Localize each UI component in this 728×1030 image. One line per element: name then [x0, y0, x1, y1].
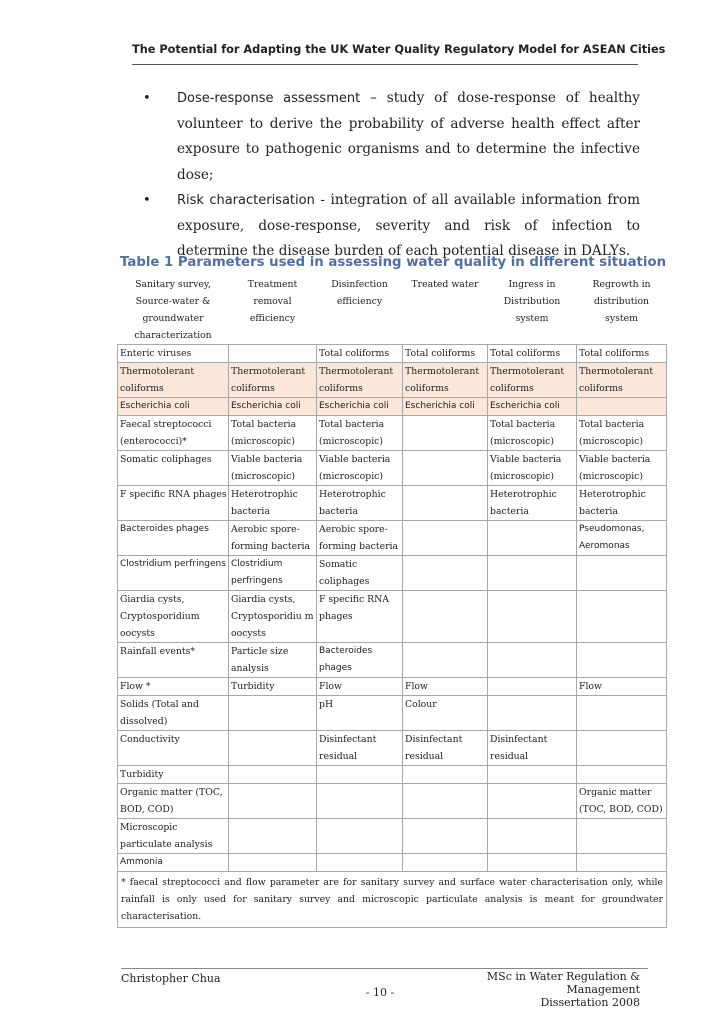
table-cell — [403, 766, 488, 784]
table-row — [118, 416, 667, 451]
table-row — [118, 696, 667, 731]
table-cell: Heterotrophic bacteria — [317, 486, 403, 521]
table-row — [118, 345, 667, 363]
table-row — [118, 556, 667, 591]
table-cell: Total coliforms — [403, 345, 488, 363]
table-cell: Thermotolerant coliforms — [577, 363, 667, 398]
table-cell — [488, 766, 577, 784]
table-cell: Heterotrophic bacteria — [577, 486, 667, 521]
table-cell — [403, 556, 488, 591]
table-row — [118, 486, 667, 521]
table-row — [118, 854, 667, 872]
table-cell: Total bacteria (microscopic) — [229, 416, 317, 451]
table-cell: Microscopic particulate analysis — [118, 819, 229, 854]
table-cell: Total bacteria (microscopic) — [577, 416, 667, 451]
table-cell: Giardia cysts, Cryptosporidium oocysts — [118, 591, 229, 643]
table-cell: Total coliforms — [317, 345, 403, 363]
table-cell — [488, 521, 577, 556]
table-cell: Viable bacteria (microscopic) — [488, 451, 577, 486]
bullet-list — [140, 86, 640, 265]
table-cell: Organic matter (TOC, BOD, COD) — [118, 784, 229, 819]
table-cell: Escherichia coli — [488, 398, 577, 416]
table-cell: Solids (Total and dissolved) — [118, 696, 229, 731]
header-divider — [132, 64, 638, 65]
footer-course — [420, 970, 640, 1009]
table-row — [118, 819, 667, 854]
table-caption: Table 1 Parameters used in assessing water quality in different situation — [120, 255, 667, 270]
table-row — [118, 451, 667, 486]
table-cell: Escherichia coli — [317, 398, 403, 416]
table-cell: Escherichia coli — [118, 398, 229, 416]
table-cell — [488, 784, 577, 819]
table-cell: Flow — [403, 678, 488, 696]
bullet-text: – study of dose-response of healthy volunteer to derive the probability of adverse health effect after exposure to pathogenic organisms and to determine the infective dose; — [177, 90, 640, 183]
table-cell: Particle size analysis — [229, 643, 317, 678]
table-cell: Pseudomonas, Aeromonas — [577, 521, 667, 556]
table-footnote: * faecal streptococci and flow parameter are for sanitary survey and surface water characterisation only, while rainfall is only used for sanitary survey and microscopic particulate analysis is meant for groundwater characterisation. — [118, 872, 667, 928]
table-cell — [577, 643, 667, 678]
table-row — [118, 731, 667, 766]
bullet-icon: • — [143, 91, 151, 106]
column-header: Sanitary survey, Source-water & groundwater characterization — [118, 276, 229, 345]
table-cell — [229, 696, 317, 731]
table-cell — [317, 819, 403, 854]
table-cell: Thermotolerant coliforms — [118, 363, 229, 398]
table-row — [118, 521, 667, 556]
page-number: - 10 - — [365, 986, 395, 999]
table-cell: Aerobic spore-forming bacteria — [317, 521, 403, 556]
table-row — [118, 643, 667, 678]
bullet-item — [140, 188, 640, 265]
table-cell: pH — [317, 696, 403, 731]
table-cell: Ammonia — [118, 854, 229, 872]
table-cell: Disinfectant residual — [317, 731, 403, 766]
table-cell: Organic matter (TOC, BOD, COD) — [577, 784, 667, 819]
table-cell — [229, 854, 317, 872]
table-cell — [229, 784, 317, 819]
table-cell: F specific RNA phages — [118, 486, 229, 521]
bullet-term: Dose-response assessment — [177, 91, 361, 106]
table-cell — [403, 591, 488, 643]
table-cell: Faecal streptococci (enterococci)* — [118, 416, 229, 451]
footer-divider — [121, 968, 648, 969]
table-cell: Heterotrophic bacteria — [229, 486, 317, 521]
column-header: Disinfection efficiency — [317, 276, 403, 345]
table-cell — [403, 451, 488, 486]
table-cell — [577, 854, 667, 872]
table-cell — [488, 819, 577, 854]
table-cell: Flow — [317, 678, 403, 696]
table-row — [118, 784, 667, 819]
table-cell: Flow * — [118, 678, 229, 696]
table-cell: Enteric viruses — [118, 345, 229, 363]
table-cell — [229, 345, 317, 363]
table-cell: Heterotrophic bacteria — [488, 486, 577, 521]
table-cell — [488, 854, 577, 872]
table-cell — [577, 819, 667, 854]
column-header: Treated water — [403, 276, 488, 345]
page-header: The Potential for Adapting the UK Water Quality Regulatory Model for ASEAN Cities — [132, 43, 666, 56]
table-cell — [317, 854, 403, 872]
table-header-row — [118, 276, 667, 345]
table-cell: Bacteroides phages — [118, 521, 229, 556]
table-cell: Turbidity — [118, 766, 229, 784]
table-cell: Flow — [577, 678, 667, 696]
table-cell: Conductivity — [118, 731, 229, 766]
table-cell — [403, 643, 488, 678]
table-cell — [403, 416, 488, 451]
table-cell: Total bacteria (microscopic) — [488, 416, 577, 451]
table-cell — [403, 854, 488, 872]
table-cell — [229, 731, 317, 766]
table-cell: Escherichia coli — [403, 398, 488, 416]
table-cell: Total bacteria (microscopic) — [317, 416, 403, 451]
bullet-text: - integration of all available information from exposure, dose-response, severity and risk of infection to determine the disease burden of each potential disease in DALYs. — [177, 192, 640, 259]
table-cell — [403, 784, 488, 819]
table-cell: Rainfall events* — [118, 643, 229, 678]
table-cell: Thermotolerant coliforms — [317, 363, 403, 398]
table-cell: Clostridium perfringens — [118, 556, 229, 591]
table-cell: Turbidity — [229, 678, 317, 696]
table-cell: Disinfectant residual — [403, 731, 488, 766]
bullet-term: Risk characterisation — [177, 193, 315, 208]
table-row — [118, 678, 667, 696]
table-cell: Thermotolerant coliforms — [403, 363, 488, 398]
table-cell: Thermotolerant coliforms — [488, 363, 577, 398]
bullet-icon: • — [143, 193, 151, 208]
table-cell — [577, 591, 667, 643]
table-cell — [317, 784, 403, 819]
table-cell — [317, 766, 403, 784]
table-cell — [488, 591, 577, 643]
table-row — [118, 363, 667, 398]
table-cell — [488, 696, 577, 731]
table-cell: Viable bacteria (microscopic) — [229, 451, 317, 486]
table-cell — [577, 556, 667, 591]
table-footnote-row — [118, 872, 667, 928]
table-cell: Somatic coliphages — [317, 556, 403, 591]
table-row — [118, 766, 667, 784]
footer-author: Christopher Chua — [121, 972, 221, 985]
table-cell — [488, 643, 577, 678]
table-cell: Disinfectant residual — [488, 731, 577, 766]
parameters-table — [117, 276, 667, 928]
table-cell: Total coliforms — [577, 345, 667, 363]
table-row — [118, 591, 667, 643]
table-cell: Clostridium perfringens — [229, 556, 317, 591]
table-cell — [488, 678, 577, 696]
table-cell: Thermotolerant coliforms — [229, 363, 317, 398]
bullet-item — [140, 86, 640, 188]
table-cell — [577, 766, 667, 784]
column-header: Regrowth in distribution system — [577, 276, 667, 345]
column-header: Treatment removal efficiency — [229, 276, 317, 345]
table-cell: Escherichia coli — [229, 398, 317, 416]
table-cell: Viable bacteria (microscopic) — [577, 451, 667, 486]
column-header: Ingress in Distribution system — [488, 276, 577, 345]
table-cell: Giardia cysts, Cryptosporidiu m oocysts — [229, 591, 317, 643]
table-cell: Somatic coliphages — [118, 451, 229, 486]
table-cell: F specific RNA phages — [317, 591, 403, 643]
table-cell: Colour — [403, 696, 488, 731]
table-cell: Total coliforms — [488, 345, 577, 363]
table-cell — [403, 486, 488, 521]
table-cell — [577, 696, 667, 731]
table-row — [118, 398, 667, 416]
table-cell: Aerobic spore-forming bacteria — [229, 521, 317, 556]
table-cell: Bacteroides phages — [317, 643, 403, 678]
table-cell — [577, 398, 667, 416]
table-cell — [229, 766, 317, 784]
table-cell — [577, 731, 667, 766]
table-cell — [229, 819, 317, 854]
table-cell — [403, 521, 488, 556]
table-cell — [488, 556, 577, 591]
footer-course-name: MSc in Water Regulation & Management — [486, 970, 640, 996]
table-cell — [403, 819, 488, 854]
table-cell: Viable bacteria (microscopic) — [317, 451, 403, 486]
footer-doc: Dissertation 2008 — [540, 996, 640, 1009]
